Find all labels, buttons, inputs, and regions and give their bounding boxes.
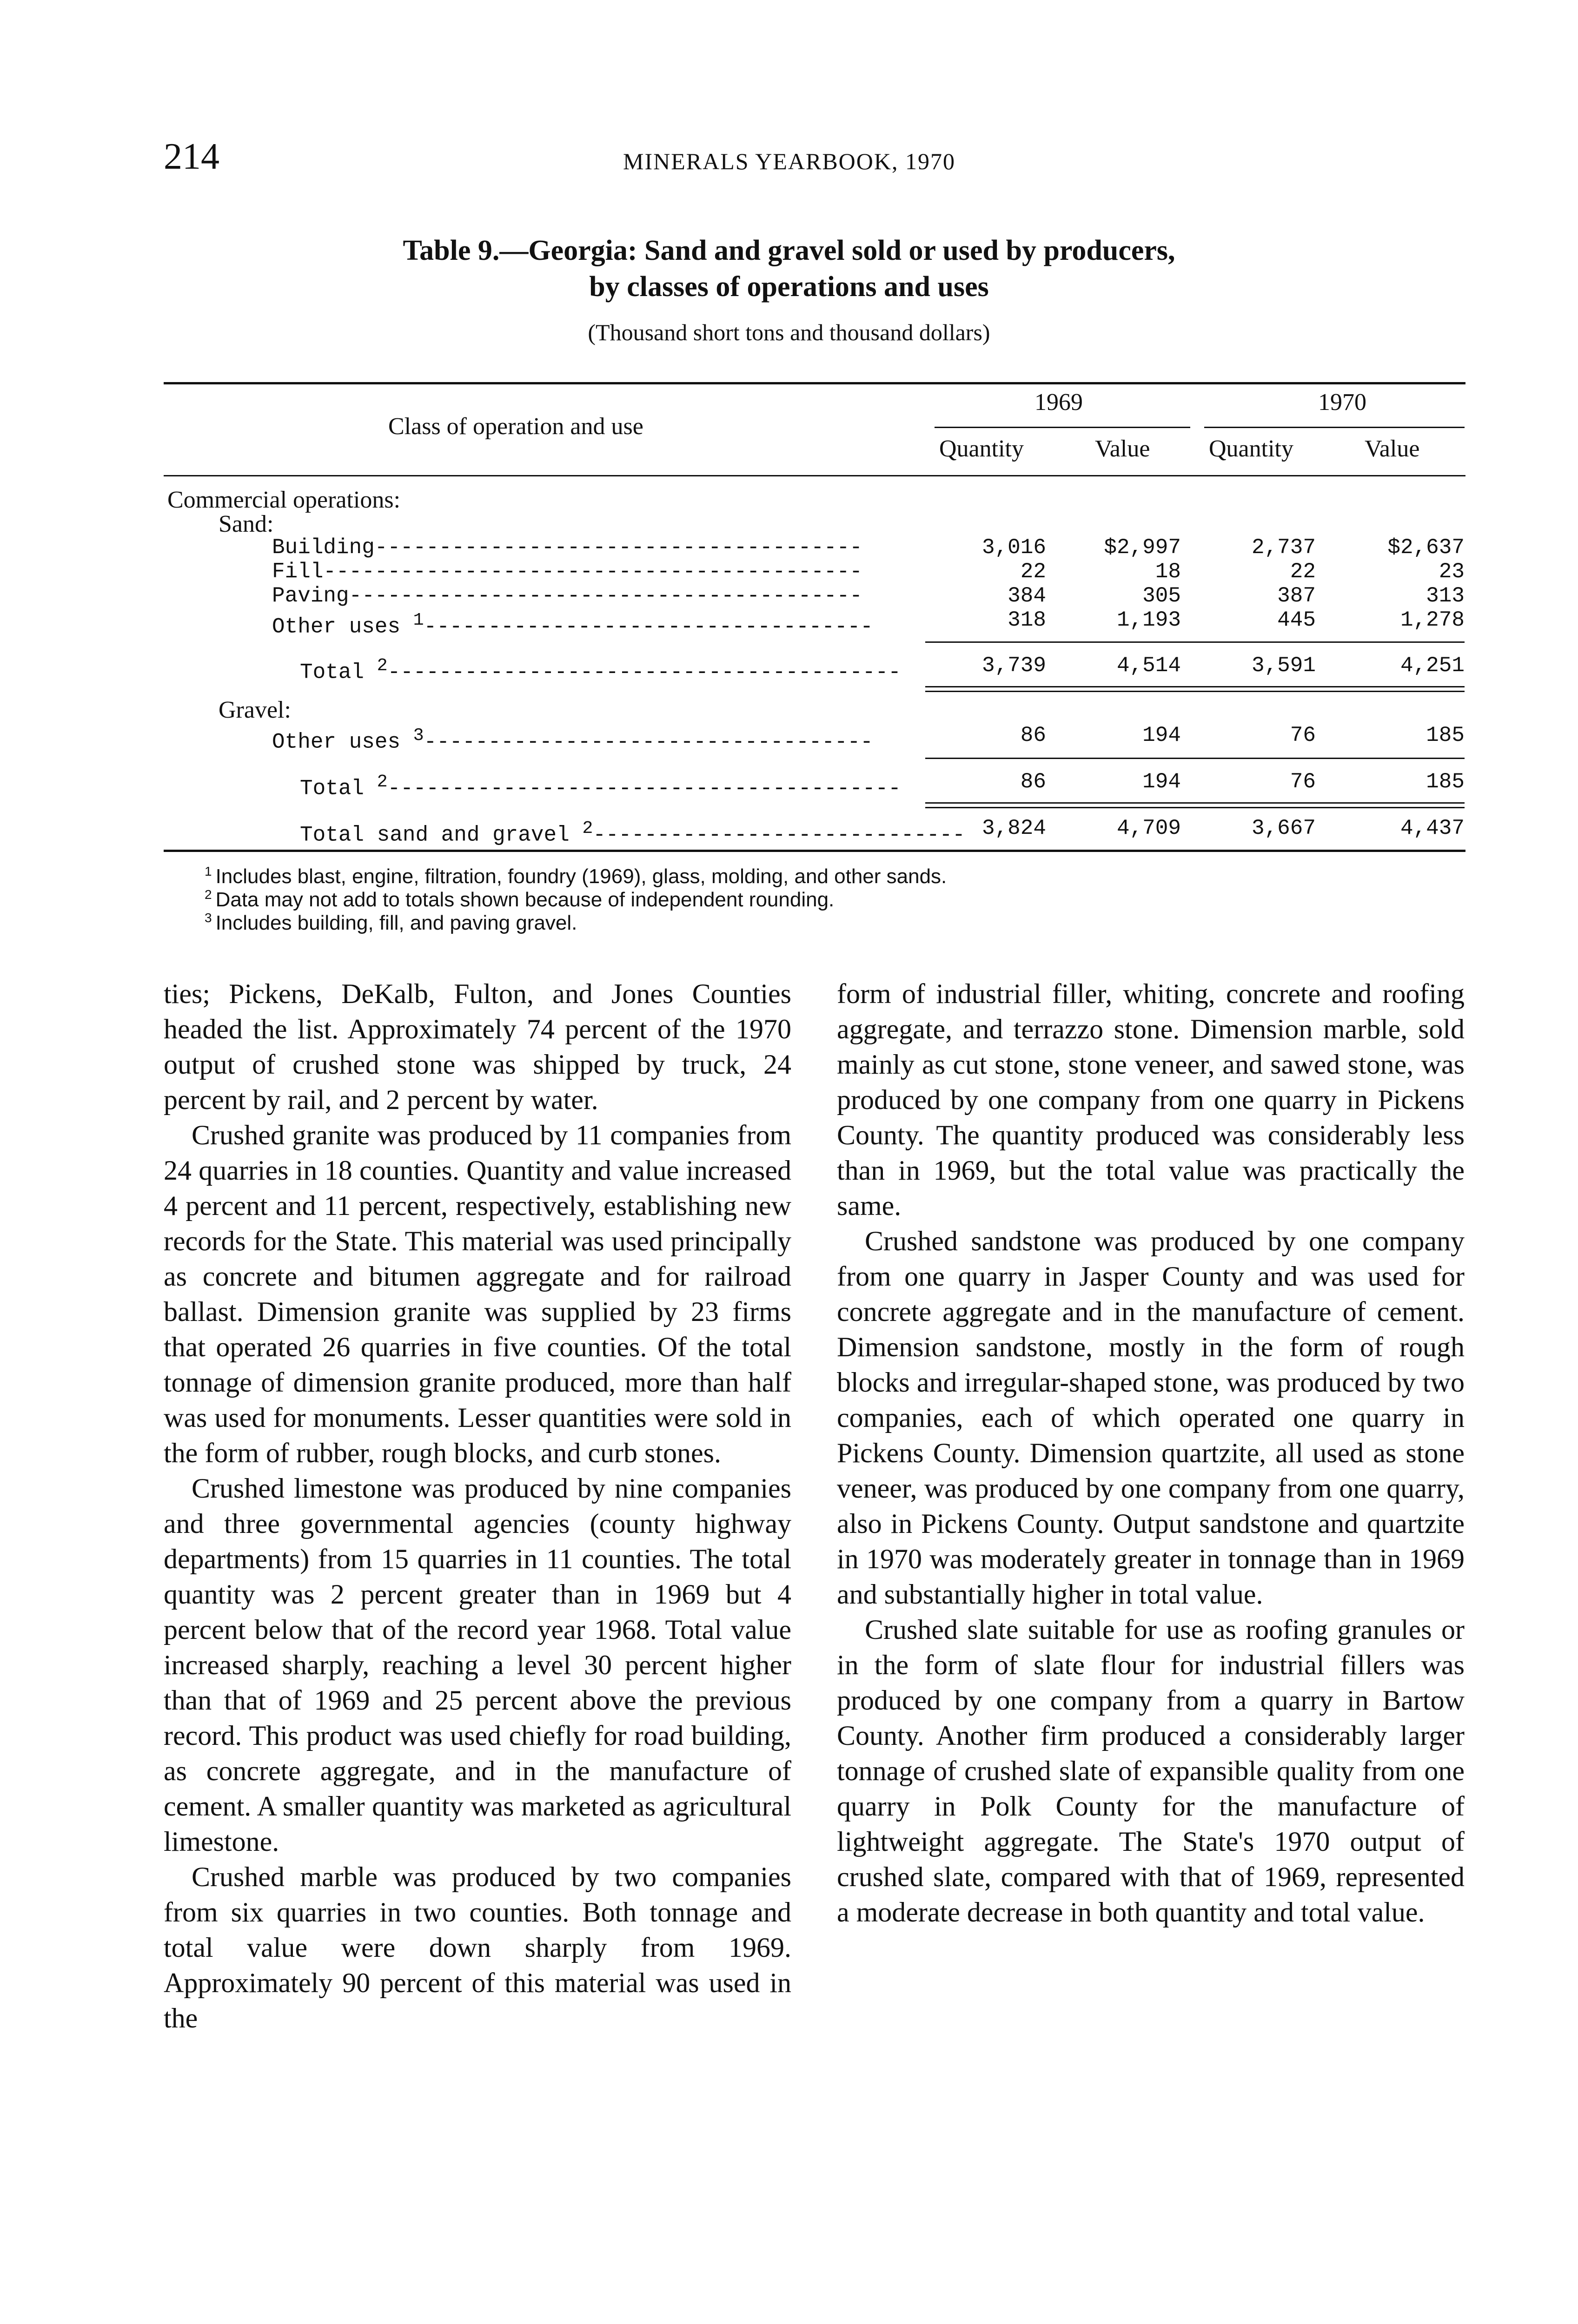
cell-total-all-v69: 4,709 xyxy=(1116,816,1181,840)
cell-other-sand-v70: 1,278 xyxy=(1400,608,1465,632)
right-text-column xyxy=(837,976,1465,1930)
quantity-1969-header: Quantity xyxy=(939,436,1024,462)
table-units: (Thousand short tons and thousand dollars) xyxy=(588,319,990,345)
sand-total-rule-1 xyxy=(925,686,1465,687)
cell-building-v70: $2,637 xyxy=(1387,535,1465,560)
year-1969-underline xyxy=(935,427,1190,428)
stub-header: Class of operation and use xyxy=(388,413,643,440)
cell-building-q69: 3,016 xyxy=(981,535,1046,560)
right-paragraph: Crushed sandstone was produced by one company from one quarry in Jasper County and was used for concrete aggregate and in the manufacture of cement. Dimension sandstone, mostly in the form of rough blocks and irregular-shaped stone, was produced by two companies, each of which operated one quarry in Pickens County. Dimension quartzite, all used as stone veneer, was produced by one company from one quarry, also in Pickens County. Output sandstone and quartzite in 1970 was moderately greater in tonnage than in 1969 and substantially higher in total value. xyxy=(837,1226,1465,1610)
running-head: MINERALS YEARBOOK, 1970 xyxy=(623,148,955,174)
cell-building-q70: 2,737 xyxy=(1251,535,1316,560)
cell-other-gravel-q70: 76 xyxy=(1290,723,1316,747)
cell-total-all-q69: 3,824 xyxy=(981,816,1046,840)
cell-fill-v69: 18 xyxy=(1155,560,1181,584)
right-paragraph: Crushed slate suitable for use as roofing granules or in the form of slate flour for industrial fillers was produced by one company from a quarry in Bartow County. Another firm produced a considerably larger tonnage of crushed slate of expansible quality from one quarry in Polk County for the manufacture of lightweight aggregate. The State's 1970 output of crushed slate, compared with that of 1969, represented a moderate decrease in both quantity and total value. xyxy=(837,1614,1465,1928)
cell-total-all-q70: 3,667 xyxy=(1251,816,1316,840)
cell-paving-v70: 313 xyxy=(1426,584,1465,608)
table-title-line1: Table 9.—Georgia: Sand and gravel sold or used by producers, xyxy=(403,235,1175,266)
left-text-column xyxy=(164,976,791,2036)
cell-fill-v70: 23 xyxy=(1439,560,1465,584)
row-label-total-sand: Total $^2$---------------------------------------- xyxy=(300,655,901,685)
cell-total-gravel-v70: 185 xyxy=(1426,770,1465,794)
gravel-total-rule-1 xyxy=(925,802,1465,804)
right-paragraph: form of industrial filler, whiting, concrete and roofing aggregate, and terrazzo stone. Dimension marble, sold mainly as cut stone, stone veneer, and sawed stone, was produced by one company from one quarry in Pickens County. The quantity produced was considerably less than in 1969, but the total value was practically the same. xyxy=(837,978,1465,1221)
cell-total-gravel-v69: 194 xyxy=(1142,770,1181,794)
sand-label: Sand: xyxy=(219,511,274,537)
row-label-building: Building-------------------------------------- xyxy=(272,535,862,560)
table-title xyxy=(0,232,1578,305)
year-1970-underline xyxy=(1204,427,1465,428)
page-number: 214 xyxy=(164,136,219,177)
row-label-paving: Paving---------------------------------------- xyxy=(272,584,862,608)
cell-other-gravel-v69: 194 xyxy=(1142,723,1181,747)
cell-other-gravel-q69: 86 xyxy=(1020,723,1046,747)
cell-other-sand-v69: 1,193 xyxy=(1116,608,1181,632)
table-title-line2: by classes of operations and uses xyxy=(589,271,989,303)
table-top-rule xyxy=(164,382,1465,384)
cell-other-sand-q69: 318 xyxy=(1008,608,1046,632)
cell-paving-v69: 305 xyxy=(1142,584,1181,608)
cell-fill-q70: 22 xyxy=(1290,560,1316,584)
left-paragraph: ties; Pickens, DeKalb, Fulton, and Jones Counties headed the list. Approximately 74 percent of the 1970 output of crushed stone was shipped by truck, 24 percent by rail, and 2 percent by water. xyxy=(164,978,791,1115)
cell-total-sand-q70: 3,591 xyxy=(1251,654,1316,678)
gravel-label: Gravel: xyxy=(219,697,291,723)
year-1969-header: 1969 xyxy=(1034,389,1083,416)
cell-total-sand-q69: 3,739 xyxy=(981,654,1046,678)
header-bottom-rule xyxy=(164,475,1465,476)
left-paragraph: Crushed marble was produced by two companies from six quarries in two counties. Both tonnage and total value were down sharply from 1969. Approximately 90 percent of this material was used in the xyxy=(164,1862,791,2034)
left-paragraph: Crushed granite was produced by 11 companies from 24 quarries in 18 counties. Quantity and value increased 4 percent and 11 percent, respectively, establishing new records for the State. This material was used principally as concrete and bitumen aggregate and for railroad ballast. Dimension granite was supplied by 23 firms that operated 26 quarries in five counties. Of the total tonnage of dimension granite produced, more than half was used for monuments. Lesser quantities were sold in the form of rubber, rough blocks, and curb stones. xyxy=(164,1120,791,1468)
sand-total-rule-2 xyxy=(925,691,1465,692)
cell-total-sand-v70: 4,251 xyxy=(1400,654,1465,678)
cell-fill-q69: 22 xyxy=(1020,560,1046,584)
row-label-total-all: Total sand and gravel $^2$----------------------------- xyxy=(300,818,965,847)
cell-paving-q69: 384 xyxy=(1008,584,1046,608)
cell-other-sand-q70: 445 xyxy=(1277,608,1316,632)
left-paragraph: Crushed limestone was produced by nine companies and three governmental agencies (county highway departments) from 15 quarries in 11 counties. The total quantity was 2 percent greater than in 1969 but 4 percent below that of the record year 1968. Total value increased sharply, reaching a level 30 percent higher than that of 1969 and 25 percent above the previous record. This product was used chiefly for road building, as concrete aggregate, and in the manufacture of cement. A smaller quantity was marketed as agricultural limestone. xyxy=(164,1473,791,1857)
cell-building-v69: $2,997 xyxy=(1104,535,1181,560)
footnote-3: $^3$ Includes building, fill, and paving gravel. xyxy=(205,911,577,934)
footnote-2: $^2$ Data may not add to totals shown because of independent rounding. xyxy=(205,887,835,911)
gravel-subtotal-rule xyxy=(925,758,1465,759)
cell-total-gravel-q70: 76 xyxy=(1290,770,1316,794)
table-bottom-rule xyxy=(164,850,1465,852)
row-label-total-gravel: Total $^2$---------------------------------------- xyxy=(300,772,901,801)
gravel-total-rule-2 xyxy=(925,807,1465,808)
cell-total-sand-v69: 4,514 xyxy=(1116,654,1181,678)
sand-subtotal-rule xyxy=(925,641,1465,643)
footnote-1: $^1$ Includes blast, engine, filtration, foundry (1969), glass, molding, and other sands. xyxy=(205,864,947,888)
year-1970-header: 1970 xyxy=(1318,389,1366,416)
quantity-1970-header: Quantity xyxy=(1209,436,1293,462)
commercial-operations-label: Commercial operations: xyxy=(167,487,401,513)
row-label-other-sand: Other uses $^1$----------------------------------- xyxy=(272,610,873,639)
value-1970-header: Value xyxy=(1365,436,1420,462)
row-label-other-gravel: Other uses $^3$----------------------------------- xyxy=(272,725,873,754)
cell-total-all-v70: 4,437 xyxy=(1400,816,1465,840)
cell-other-gravel-v70: 185 xyxy=(1426,723,1465,747)
value-1969-header: Value xyxy=(1095,436,1150,462)
cell-total-gravel-q69: 86 xyxy=(1020,770,1046,794)
row-label-fill: Fill------------------------------------------ xyxy=(272,560,862,584)
cell-paving-q70: 387 xyxy=(1277,584,1316,608)
